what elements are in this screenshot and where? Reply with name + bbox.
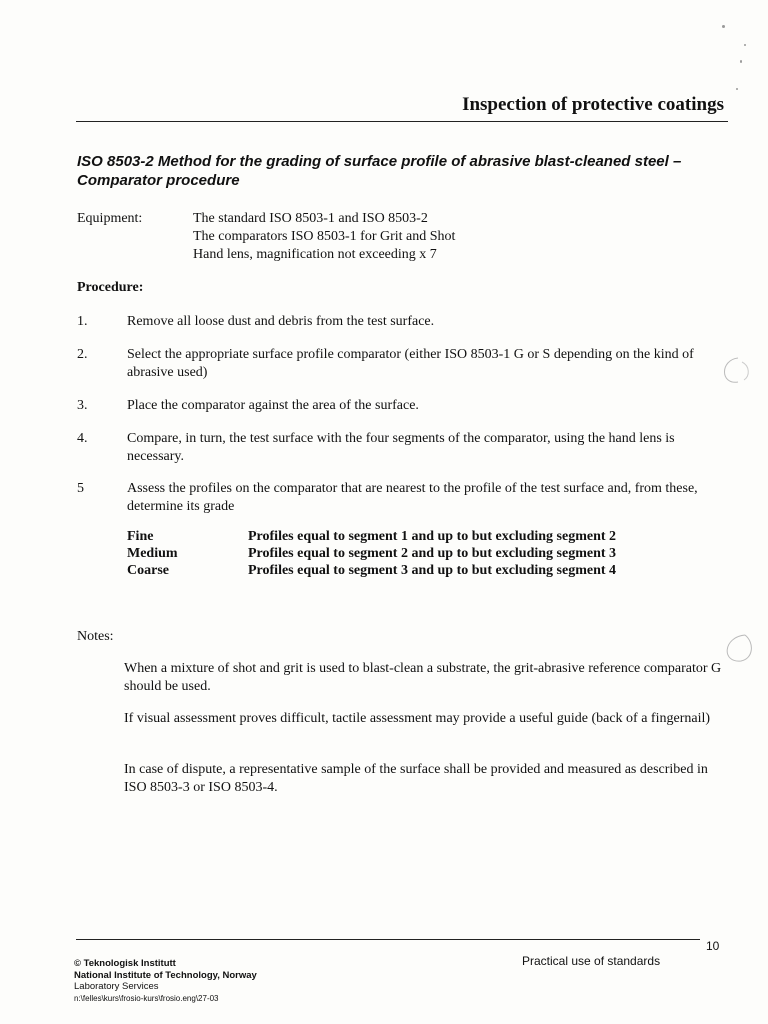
footer-org-line: National Institute of Technology, Norway — [74, 969, 257, 981]
grade-name: Medium — [127, 546, 178, 561]
section-title: ISO 8503-2 Method for the grading of surface profile of abrasive blast-cleaned steel –Comparator procedure — [77, 153, 682, 189]
grade-table — [127, 528, 687, 579]
step-number: 2. — [77, 347, 88, 362]
step-number: 3. — [77, 398, 88, 413]
step-number: 1. — [77, 314, 88, 329]
note-text: If visual assessment proves difficult, tactile assessment may provide a useful guide (back of a fingernail) — [124, 711, 711, 726]
procedure-label: Procedure: — [77, 280, 144, 295]
scan-speck — [722, 25, 725, 28]
grade-row — [127, 562, 687, 579]
footer-section-title: Practical use of standards — [522, 954, 661, 968]
step-text: Remove all loose dust and debris from the test surface. — [127, 314, 435, 329]
equipment-item: The standard ISO 8503-1 and ISO 8503-2 — [193, 211, 428, 226]
note-text: In case of dispute, a representative sample of the surface shall be provided and measured as described in ISO 8503-3 or ISO 8503-4. — [124, 762, 708, 795]
grade-row — [127, 528, 687, 545]
scan-mark-icon — [705, 625, 765, 675]
step-text: Place the comparator against the area of the surface. — [127, 398, 419, 413]
equipment-label: Equipment: — [77, 211, 143, 226]
equipment-list — [193, 210, 455, 264]
footer-org-line: © Teknologisk Institutt — [74, 958, 176, 969]
page-header-title: Inspection of protective coatings — [462, 94, 724, 115]
equipment-item: The comparators ISO 8503-1 for Grit and Shot — [193, 229, 456, 244]
footer-divider — [76, 939, 700, 940]
step-number: 4. — [77, 431, 88, 446]
grade-name: Coarse — [127, 563, 169, 578]
equipment-item: Hand lens, magnification not exceeding x 7 — [193, 247, 437, 262]
step-text: Compare, in turn, the test surface with the four segments of the comparator, using the hand lens is necessary. — [127, 431, 675, 464]
scan-speck — [740, 60, 742, 63]
scan-speck — [736, 88, 738, 90]
grade-description: Profiles equal to segment 3 and up to but excluding segment 4 — [248, 563, 617, 578]
footer-organization — [74, 958, 257, 1004]
step-text: Select the appropriate surface profile comparator (either ISO 8503-1 G or S depending on the kind of abrasive used) — [127, 347, 694, 380]
notes-label: Notes: — [77, 629, 114, 644]
step-text: Assess the profiles on the comparator that are nearest to the profile of the test surface and, from these, determine its grade — [127, 481, 698, 514]
footer-department: Laboratory Services — [74, 981, 159, 992]
page-number: 10 — [706, 939, 720, 953]
grade-row — [127, 545, 687, 562]
scan-speck — [744, 44, 746, 46]
header-divider — [76, 121, 728, 122]
grade-description: Profiles equal to segment 1 and up to but excluding segment 2 — [248, 529, 617, 544]
footer-file-path: n:\felles\kurs\frosio-kurs\frosio.eng\27-03 — [74, 993, 219, 1003]
grade-name: Fine — [127, 529, 154, 544]
note-text: When a mixture of shot and grit is used to blast-clean a substrate, the grit-abrasive reference comparator G should be used. — [124, 661, 722, 694]
grade-description: Profiles equal to segment 2 and up to but excluding segment 3 — [248, 546, 617, 561]
step-number: 5 — [77, 481, 84, 496]
scan-mark-icon — [700, 350, 760, 400]
